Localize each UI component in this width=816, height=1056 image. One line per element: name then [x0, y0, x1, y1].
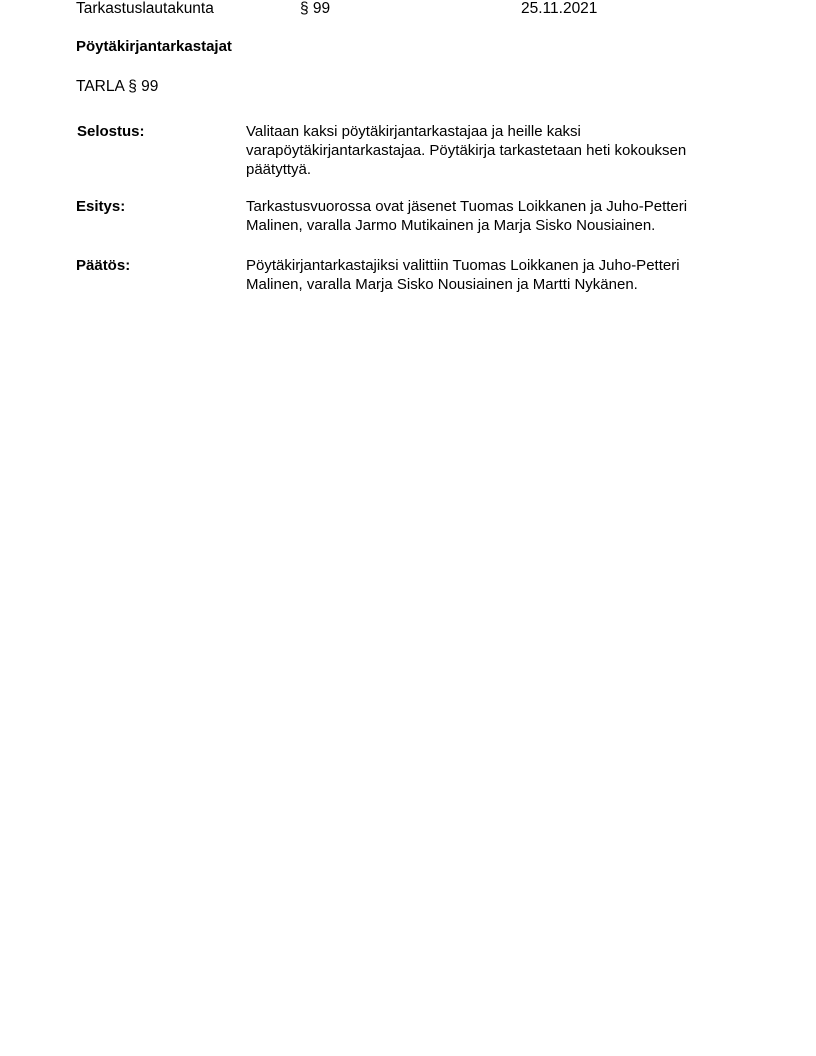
header-section-number: § 99: [300, 0, 331, 17]
section-label: Esitys:: [76, 198, 126, 215]
page-title: Pöytäkirjantarkastajat: [76, 38, 232, 55]
document-reference: TARLA § 99: [76, 78, 159, 95]
section-text: Pöytäkirjantarkastajiksi valittiin Tuomas Loikkanen ja Juho-Petteri Malinen, varalla Marja Sisko Nousiainen ja Martti Nykänen.: [246, 257, 680, 293]
section-label: Selostus:: [77, 123, 145, 140]
header-committee-name: Tarkastuslautakunta: [76, 0, 214, 17]
section-label: Päätös:: [76, 257, 131, 274]
section-text: Tarkastusvuorossa ovat jäsenet Tuomas Loikkanen ja Juho-Petteri Malinen, varalla Jarmo Mutikainen ja Marja Sisko Nousiainen.: [246, 198, 688, 234]
section-text: Valitaan kaksi pöytäkirjantarkastajaa ja heille kaksi varapöytäkirjantarkastajaa. Pöytäkirja tarkastetaan heti kokouksen päätyttyä.: [246, 123, 687, 178]
header-meeting-date: 25.11.2021: [521, 0, 598, 17]
